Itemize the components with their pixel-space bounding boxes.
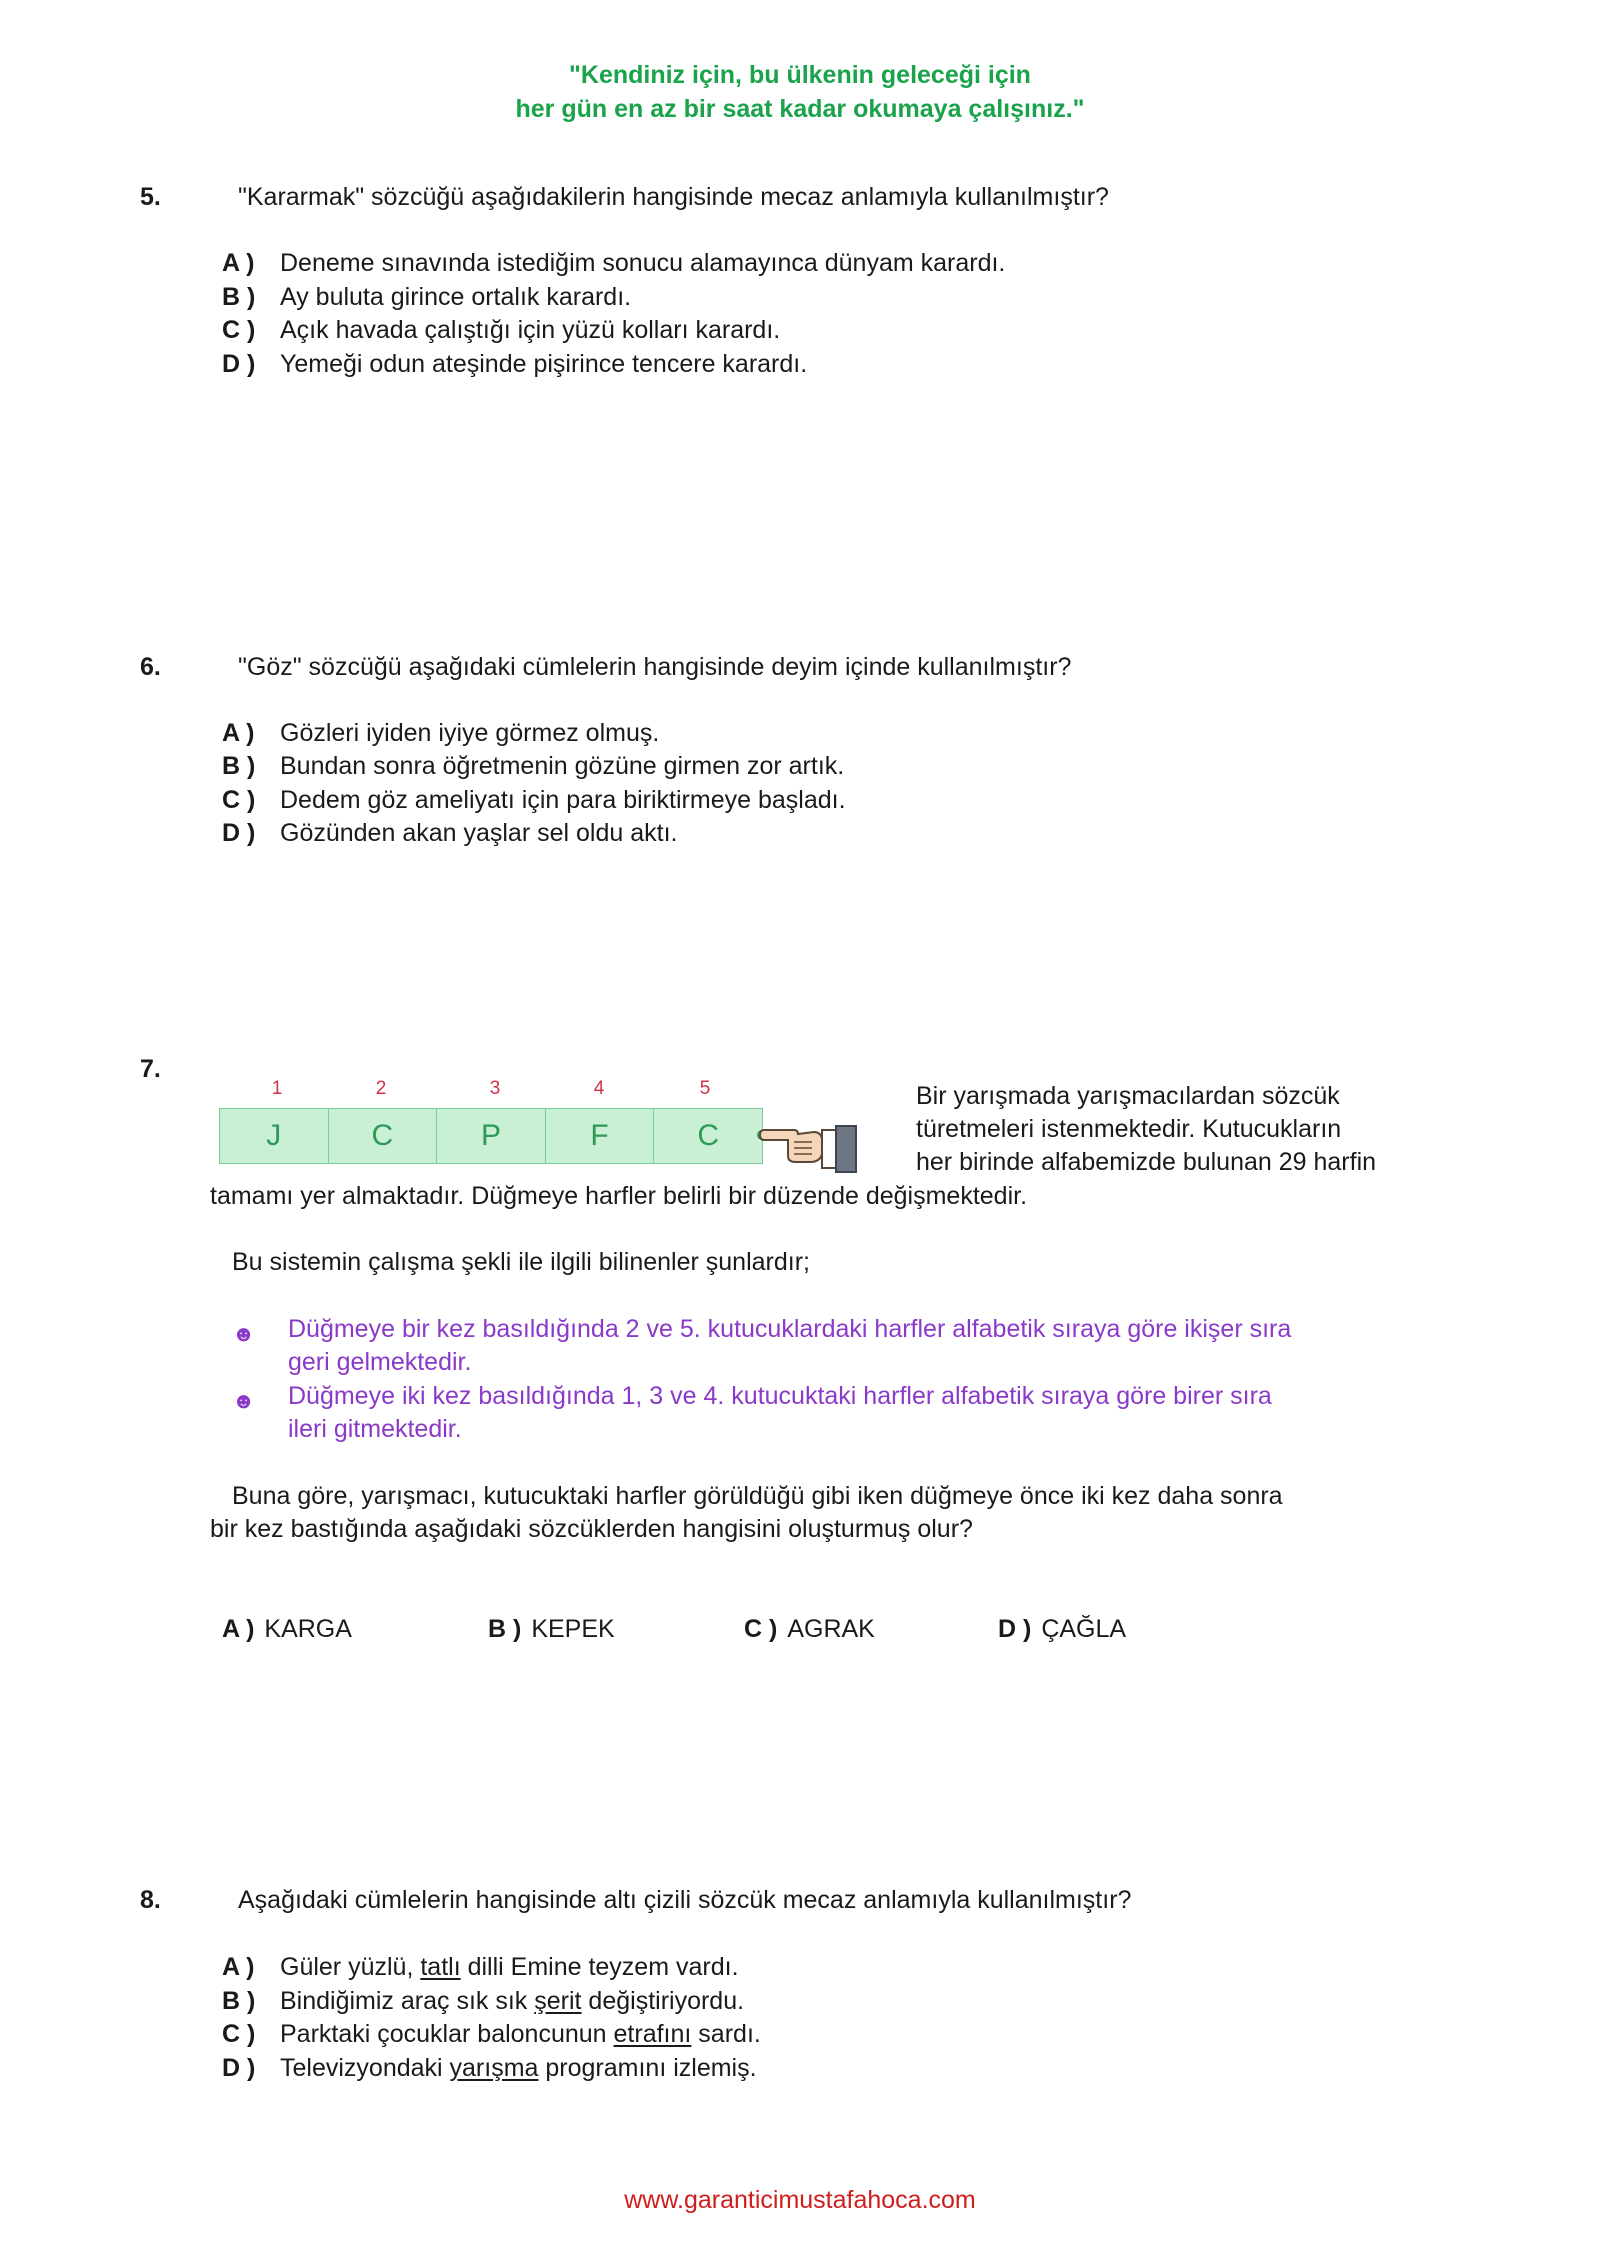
option-letter: B ) (222, 1987, 256, 2015)
question-7-question-line-2: bir kez bastığında aşağıdaki sözcüklerden hangisini oluşturmuş olur? (210, 1515, 973, 1543)
question-8-option-d (222, 2053, 757, 2083)
underlined-word: yarışma (449, 2054, 539, 2082)
letter-box-1: J (219, 1108, 329, 1164)
box-number-2: 2 (375, 1078, 387, 1099)
option-letter: A ) (222, 719, 255, 747)
footer-url[interactable]: www.garanticimustafahoca.com (624, 2186, 976, 2214)
question-5-option-c (222, 315, 780, 345)
option-letter: A ) (222, 249, 255, 277)
option-letter: B ) (222, 283, 256, 311)
option-text: KEPEK (531, 1615, 615, 1643)
question-8-text: Aşağıdaki cümlelerin hangisinde altı çizili sözcük mecaz anlamıyla kullanılmıştır? (238, 1886, 1132, 1914)
option-text: Yemeği odun ateşinde pişirince tencere karardı. (280, 350, 808, 378)
underlined-word: etrafını (613, 2020, 692, 2048)
question-7-option-c (744, 1614, 875, 1644)
option-text-after: programını izlemiş. (538, 2054, 757, 2082)
box-number-1: 1 (271, 1078, 283, 1099)
question-8-option-c (222, 2019, 761, 2049)
option-text-after: sardı. (691, 2020, 761, 2048)
question-7-option-d (998, 1614, 1126, 1644)
bullet-2-line-2: ileri gitmektedir. (288, 1415, 462, 1443)
bullet-2 (232, 1380, 1432, 1446)
bullet-1-line-2: geri gelmektedir. (288, 1348, 472, 1376)
option-text: Bundan sonra öğretmenin gözüne girmen zor artık. (280, 752, 845, 780)
question-7-question-line-1: Buna göre, yarışmacı, kutucuktaki harfler görüldüğü gibi iken düğmeye önce iki kez daha sonra (232, 1482, 1283, 1510)
option-text (280, 2020, 761, 2048)
option-letter: B ) (222, 752, 256, 780)
question-7-option-b (488, 1614, 615, 1644)
bullet-2-line-1: Düğmeye iki kez basıldığında 1, 3 ve 4. kutucuktaki harfler alfabetik sıraya göre birer sıra (288, 1382, 1272, 1410)
question-5-text: "Kararmak" sözcüğü aşağıdakilerin hangisinde mecaz anlamıyla kullanılmıştır? (238, 183, 1109, 211)
option-letter: B ) (488, 1615, 522, 1643)
option-text (280, 1953, 739, 1981)
question-8-option-a (222, 1952, 739, 1982)
option-text: Ay buluta girince ortalık karardı. (280, 283, 632, 311)
option-text: ÇAĞLA (1041, 1615, 1127, 1643)
question-7-option-a (222, 1614, 352, 1644)
bullet-1-line-1: Düğmeye bir kez basıldığında 2 ve 5. kutucuklardaki harfler alfabetik sıraya göre ikişer sıra (288, 1315, 1292, 1343)
option-letter: C ) (222, 786, 256, 814)
bullet-1 (232, 1313, 1432, 1379)
option-text: KARGA (264, 1615, 352, 1643)
question-6-option-a (222, 718, 659, 748)
option-text: Gözünden akan yaşlar sel oldu aktı. (280, 819, 678, 847)
pointing-hand-icon (754, 1110, 860, 1176)
option-text-before: Televizyondaki (280, 2054, 450, 2082)
question-7-intro-line-4: tamamı yer almaktadır. Düğmeye harfler belirli bir düzende değişmektedir. (210, 1182, 1028, 1210)
option-text-after: dilli Emine teyzem vardı. (460, 1953, 739, 1981)
option-letter: D ) (222, 819, 256, 847)
question-6-text: "Göz" sözcüğü aşağıdaki cümlelerin hangisinde deyim içinde kullanılmıştır? (238, 653, 1072, 681)
question-5-number: 5. (140, 183, 161, 211)
option-text: AGRAK (787, 1615, 875, 1643)
option-letter: D ) (998, 1615, 1032, 1643)
question-6-number: 6. (140, 653, 161, 681)
letter-boxes (219, 1108, 763, 1164)
underlined-word: tatlı (420, 1953, 461, 1981)
question-7-intro-line-3: her birinde alfabemizde bulunan 29 harfin (916, 1148, 1377, 1176)
question-8-number: 8. (140, 1886, 161, 1914)
box-number-5: 5 (699, 1078, 711, 1099)
option-letter: C ) (222, 316, 256, 344)
option-text-after: değiştiriyordu. (581, 1987, 745, 2015)
option-letter: A ) (222, 1615, 255, 1643)
motto-line-2: her gün en az bir saat kadar okumaya çalışınız." (515, 95, 1085, 123)
option-letter: A ) (222, 1953, 255, 1981)
option-text-before: Parktaki çocuklar baloncunun (280, 2020, 614, 2048)
option-text: Dedem göz ameliyatı için para biriktirmeye başladı. (280, 786, 846, 814)
letter-box-2: C (329, 1108, 438, 1164)
letter-box-3: P (437, 1108, 546, 1164)
option-text-before: Güler yüzlü, (280, 1953, 421, 1981)
question-6-option-c (222, 785, 846, 815)
question-6-option-b (222, 751, 844, 781)
question-5-option-a (222, 248, 1005, 278)
question-7-intro-line-1: Bir yarışmada yarışmacılardan sözcük (916, 1082, 1340, 1110)
smiley-icon: ☻ (232, 1388, 256, 1413)
option-letter: D ) (222, 2054, 256, 2082)
question-7-intro-line-2: türetmeleri istenmektedir. Kutucukların (916, 1115, 1342, 1143)
option-text: Deneme sınavında istediğim sonucu alamayınca dünyam karardı. (280, 249, 1006, 277)
question-5-option-b (222, 282, 631, 312)
smiley-icon: ☻ (232, 1321, 256, 1346)
option-text-before: Bindiğimiz araç sık sık (280, 1987, 535, 2015)
option-letter: C ) (744, 1615, 778, 1643)
question-8-option-b (222, 1986, 744, 2016)
question-7-known: Bu sistemin çalışma şekli ile ilgili bilinenler şunlardır; (232, 1248, 810, 1276)
box-number-4: 4 (593, 1078, 605, 1099)
bullet-1-text (288, 1313, 1408, 1379)
question-6-option-d (222, 818, 677, 848)
question-7-number: 7. (140, 1055, 161, 1083)
option-text: Açık havada çalıştığı için yüzü kolları karardı. (280, 316, 781, 344)
letter-box-4: F (546, 1108, 655, 1164)
underlined-word: şerit (534, 1987, 582, 2015)
question-5-option-d (222, 349, 807, 379)
option-letter: D ) (222, 350, 256, 378)
motto-line-1: "Kendiniz için, bu ülkenin geleceği için (569, 61, 1031, 89)
box-number-3: 3 (489, 1078, 501, 1099)
option-letter: C ) (222, 2020, 256, 2048)
option-text (280, 1987, 744, 2015)
option-text (280, 2054, 757, 2082)
option-text: Gözleri iyiden iyiye görmez olmuş. (280, 719, 660, 747)
letter-box-5: C (654, 1108, 763, 1164)
bullet-2-text (288, 1380, 1408, 1446)
